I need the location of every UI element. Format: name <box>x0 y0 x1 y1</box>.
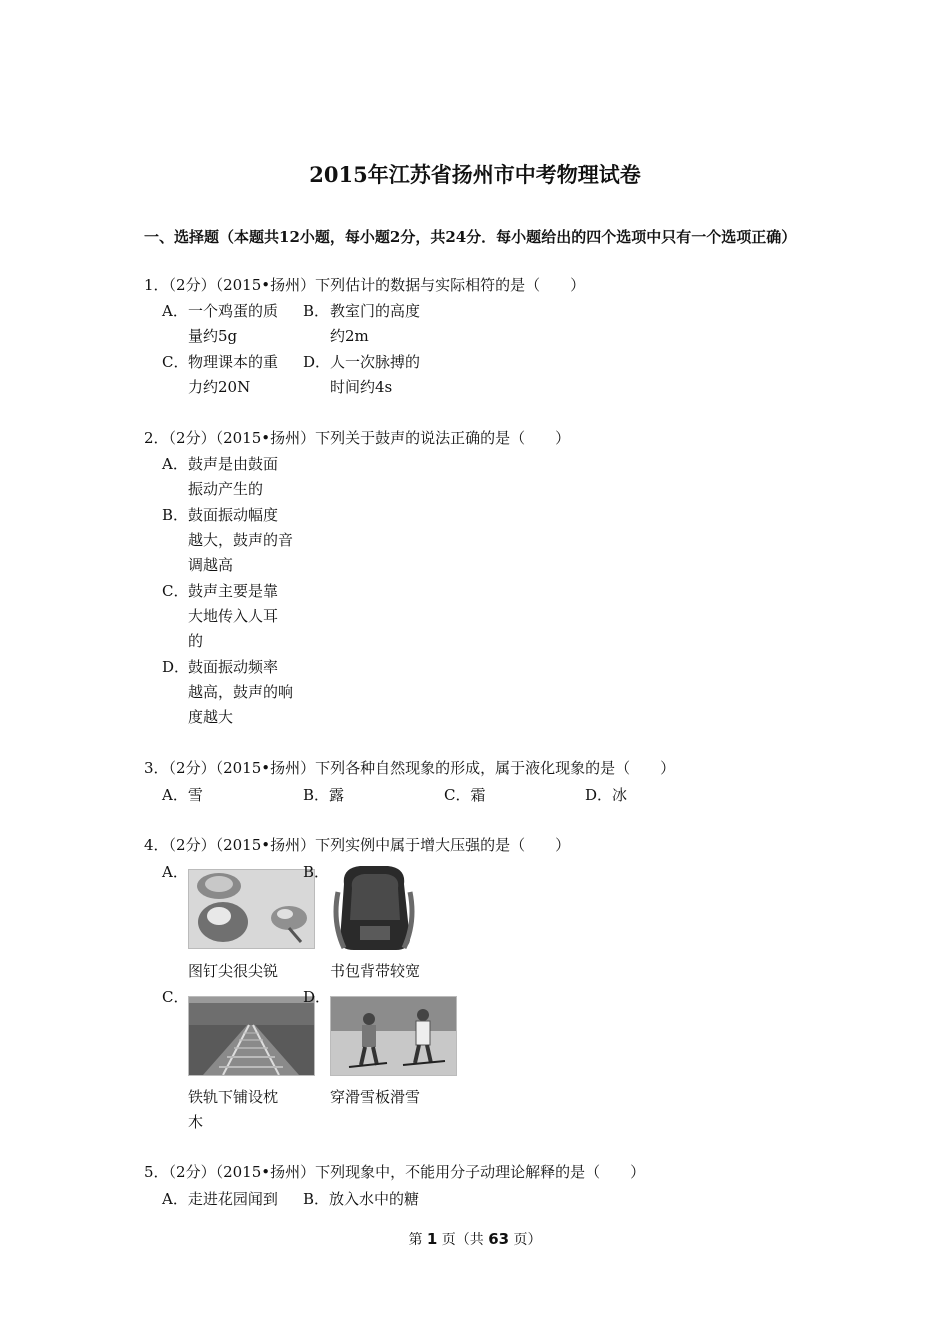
railway-image <box>188 996 315 1076</box>
footer-total-pages: 63 <box>488 1230 510 1248</box>
question-5-stem: 5．（2分）（2015•扬州）下列现象中，不能用分子动理论解释的是（ ） <box>144 1163 646 1181</box>
q1-option-b-label: B． <box>303 302 330 320</box>
q2-option-c-line1: 鼓声主要是靠 <box>188 582 279 600</box>
q1-option-c-line1: 物理课本的重 <box>188 353 279 371</box>
q2-option-a-line2: 振动产生的 <box>188 480 264 498</box>
page-title: 2015年江苏省扬州市中考物理试卷 <box>309 162 641 187</box>
q2-option-d-line1: 鼓面振动频率 <box>188 658 279 676</box>
q2-option-d-label: D． <box>162 658 190 676</box>
q2-option-d-line3: 度越大 <box>188 708 234 726</box>
q4-option-c-caption-line1: 铁轨下铺设枕 <box>188 1088 279 1106</box>
q2-option-b-line3: 调越高 <box>188 556 234 574</box>
q3-option-a: A．雪 <box>162 786 203 804</box>
q4-option-c-caption-line2: 木 <box>188 1113 204 1131</box>
q2-option-a-label: A． <box>162 455 188 473</box>
q2-option-c-label: C． <box>162 582 189 600</box>
q1-option-c-label: C． <box>162 353 189 371</box>
q2-option-b-line2: 越大，鼓声的音 <box>188 531 294 549</box>
q1-option-d-line2: 时间约4s <box>330 378 393 396</box>
q2-option-c-line3: 的 <box>188 632 204 650</box>
question-3-stem: 3．（2分）（2015•扬州）下列各种自然现象的形成，属于液化现象的是（ ） <box>144 759 676 777</box>
footer-page-number: 1 <box>426 1230 438 1248</box>
q1-option-a-label: A． <box>162 302 188 320</box>
q1-option-c-line2: 力约20N <box>188 378 251 396</box>
q1-option-a-line1: 一个鸡蛋的质 <box>188 302 279 320</box>
q1-option-d-label: D． <box>303 353 331 371</box>
question-4-stem: 4．（2分）（2015•扬州）下列实例中属于增大压强的是（ ） <box>144 836 571 854</box>
question-1-stem: 1．（2分）（2015•扬州）下列估计的数据与实际相符的是（ ） <box>144 276 586 294</box>
q4-option-c-label: C． <box>162 988 189 1006</box>
q3-option-c: C．霜 <box>444 786 486 804</box>
q1-option-b-line2: 约2m <box>330 327 369 345</box>
question-2-stem: 2．（2分）（2015•扬州）下列关于鼓声的说法正确的是（ ） <box>144 429 571 447</box>
q4-option-d-caption: 穿滑雪板滑雪 <box>330 1088 421 1106</box>
q2-option-b-label: B． <box>162 506 189 524</box>
q3-option-d: D．冰 <box>585 786 628 804</box>
q5-option-a: A．走进花园闻到 <box>162 1190 278 1208</box>
backpack-image <box>330 862 418 954</box>
q3-option-b: B．露 <box>303 786 345 804</box>
section-heading: 一、选择题（本题共12小题，每小题2分，共24分．每小题给出的四个选项中只有一个选项正确） <box>144 228 797 246</box>
q2-option-d-line2: 越高，鼓声的响 <box>188 683 294 701</box>
q1-option-b-line1: 教室门的高度 <box>330 302 421 320</box>
page-footer <box>0 1228 950 1251</box>
q5-option-b: B．放入水中的糖 <box>303 1190 420 1208</box>
q4-option-d-label: D． <box>303 988 331 1006</box>
skiing-image <box>330 996 457 1076</box>
q2-option-a-line1: 鼓声是由鼓面 <box>188 455 279 473</box>
thumbtack-image <box>188 869 315 949</box>
footer-middle: 页（共 <box>437 1232 489 1248</box>
q1-option-a-line2: 量约5g <box>188 327 238 345</box>
q4-option-b-label: B． <box>303 863 330 881</box>
q2-option-c-line2: 大地传入人耳 <box>188 607 279 625</box>
q4-option-a-caption: 图钉尖很尖锐 <box>188 962 279 980</box>
footer-prefix: 第 <box>408 1232 427 1248</box>
q4-option-b-caption: 书包背带较宽 <box>330 962 421 980</box>
q1-option-d-line1: 人一次脉搏的 <box>330 353 421 371</box>
footer-suffix: 页） <box>509 1232 542 1248</box>
q2-option-b-line1: 鼓面振动幅度 <box>188 506 279 524</box>
q4-option-a-label: A． <box>162 863 188 881</box>
